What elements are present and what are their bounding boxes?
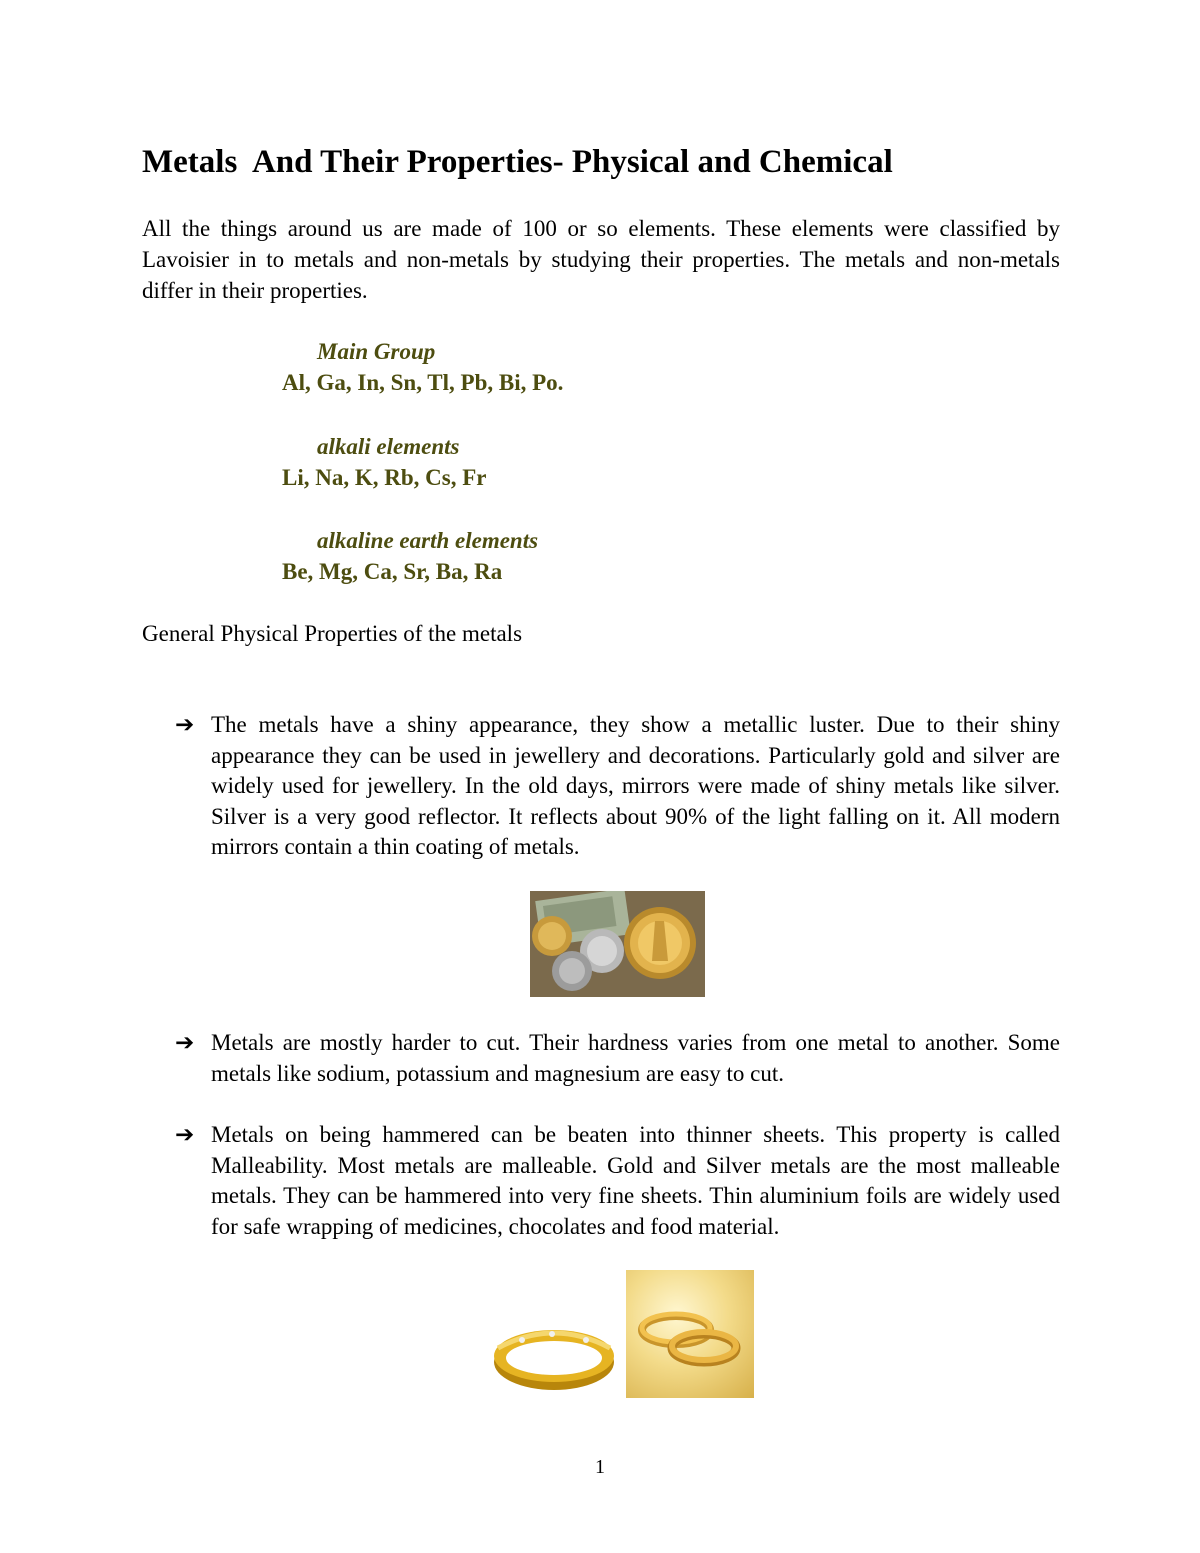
bullet-item [175, 1028, 1060, 1089]
gold-ring-image [490, 1318, 618, 1398]
section-heading: General Physical Properties of the metals [142, 621, 523, 646]
element-group-alkaline-earth [282, 525, 538, 587]
group-elements: Li, Na, K, Rb, Cs, Fr [282, 465, 487, 490]
bullet-item [175, 1120, 1060, 1242]
right-arrow-icon: ➔ [175, 1030, 195, 1056]
element-group-main [282, 336, 563, 398]
right-arrow-icon: ➔ [175, 712, 195, 738]
group-name: alkali elements [317, 434, 460, 459]
bullet-text: Metals are mostly harder to cut. Their hardness varies from one metal to another. Some metals like sodium, potassium and magnesium are easy to cut. [211, 1030, 1060, 1086]
wedding-rings-image [626, 1270, 754, 1398]
page-number: 1 [595, 1456, 605, 1478]
bullet-item [175, 710, 1060, 863]
group-elements: Be, Mg, Ca, Sr, Ba, Ra [282, 559, 503, 584]
right-arrow-icon: ➔ [175, 1122, 195, 1148]
bullet-text: The metals have a shiny appearance, they show a metallic luster. Due to their shiny appearance they can be used in jewellery and decorations. Particularly gold and silver are widely used for jewellery. In the old days, mirrors were made of shiny metals like silver. Silver is a very good reflector. It reflects about 90% of the light falling on it. All modern mirrors contain a thin coating of metals. [211, 712, 1060, 859]
coins-image [530, 891, 705, 997]
page-title: Metals And Their Properties- Physical and Chemical [142, 144, 893, 180]
intro-paragraph: All the things around us are made of 100 or so elements. These elements were classified by Lavoisier in to metals and non-metals by studying their properties. The metals and non-metals differ in their properties. [142, 216, 1060, 303]
element-group-alkali [282, 431, 486, 493]
bullet-text: Metals on being hammered can be beaten into thinner sheets. This property is called Malleability. Most metals are malleable. Gold and Silver metals are the most malleable metals. They can be hammered into very fine sheets. Thin aluminium foils are widely used for safe wrapping of medicines, chocolates and food material. [211, 1122, 1060, 1239]
group-elements: Al, Ga, In, Sn, Tl, Pb, Bi, Po. [282, 370, 564, 395]
group-name: Main Group [317, 339, 436, 364]
group-name: alkaline earth elements [317, 528, 539, 553]
